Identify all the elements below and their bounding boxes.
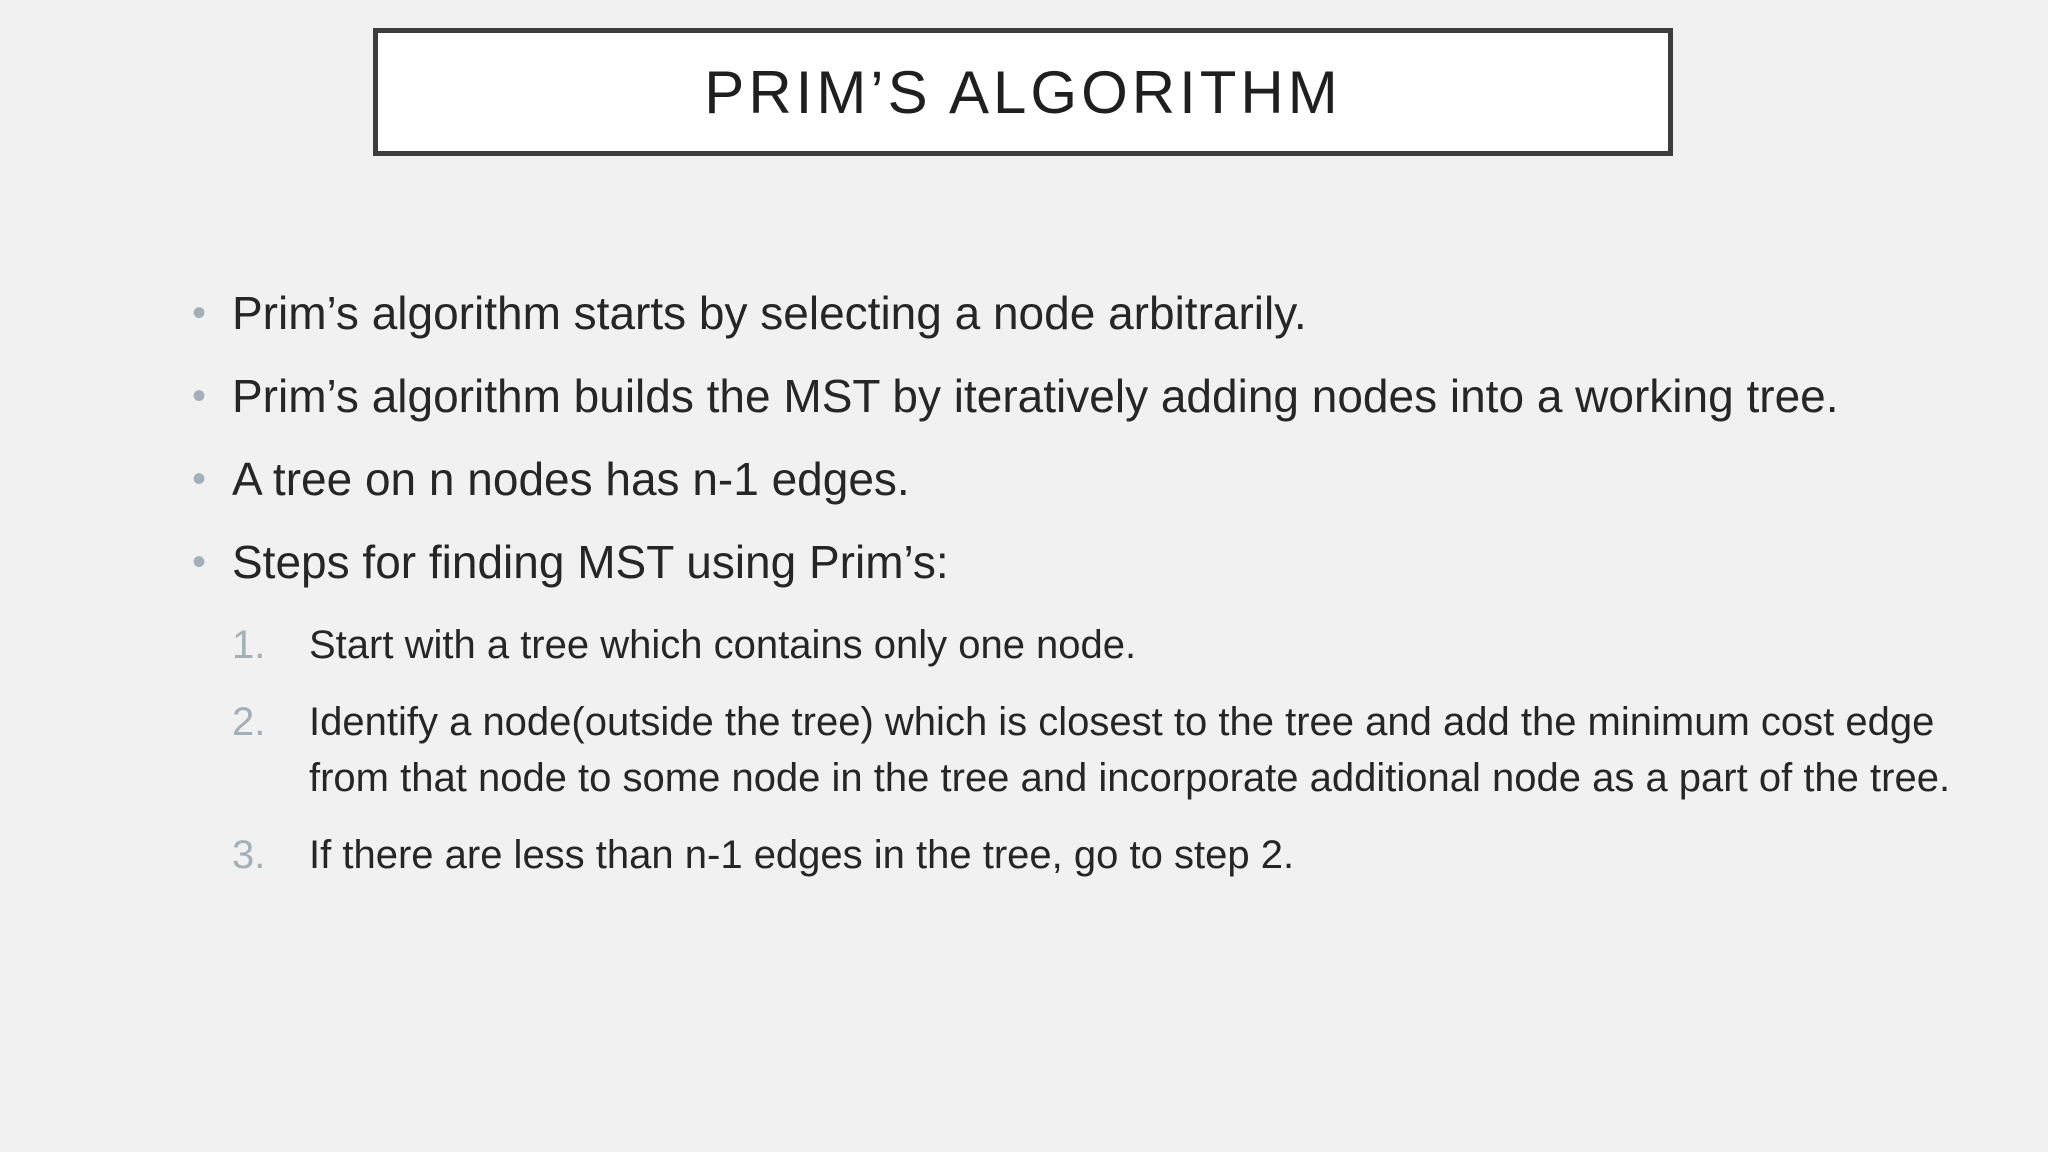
bullet-item: [190, 285, 1990, 341]
bullet-dot-icon: •: [192, 457, 207, 501]
step-number: 1.: [232, 623, 266, 667]
bullet-text: Prim’s algorithm builds the MST by iteratively adding nodes into a working tree.: [232, 370, 1839, 422]
step-item: [232, 617, 2002, 673]
step-item: [232, 694, 2002, 806]
bullet-item: [190, 451, 1990, 507]
bullet-dot-icon: •: [192, 374, 207, 418]
bullet-text: A tree on n nodes has n-1 edges.: [232, 453, 910, 505]
step-number: 3.: [232, 833, 266, 877]
step-text: Identify a node(outside the tree) which is closest to the tree and add the minimum cost edge from that node to some node in the tree and incorporate additional node as a part of the tree.: [309, 700, 1951, 800]
bullet-text: Steps for finding MST using Prim’s:: [232, 536, 949, 588]
bullet-text: Prim’s algorithm starts by selecting a node arbitrarily.: [232, 287, 1307, 339]
bullet-dot-icon: •: [192, 540, 207, 584]
slide-title: PRIM’S ALGORITHM: [704, 58, 1342, 126]
bullet-list: [190, 285, 1990, 617]
step-number: 2.: [232, 700, 266, 744]
bullet-item: [190, 534, 1990, 590]
steps-list: [232, 617, 2002, 904]
bullet-dot-icon: •: [192, 291, 207, 335]
title-box: [373, 28, 1673, 156]
step-text: Start with a tree which contains only one node.: [309, 623, 1137, 667]
step-item: [232, 827, 2002, 883]
step-text: If there are less than n-1 edges in the tree, go to step 2.: [309, 833, 1295, 877]
bullet-item: [190, 368, 1990, 424]
